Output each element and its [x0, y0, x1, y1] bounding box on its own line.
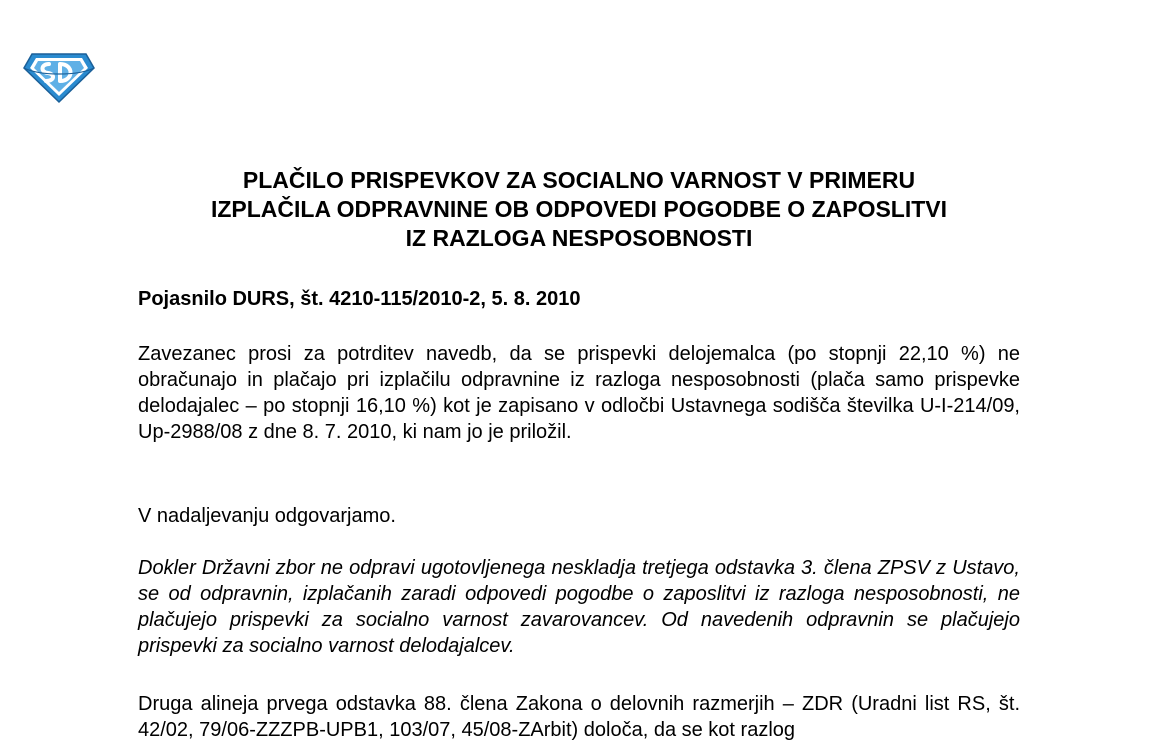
- title-line: PLAČILO PRISPEVKOV ZA SOCIALNO VARNOST V PRIMERU: [242, 167, 916, 193]
- document-title: [138, 166, 1020, 253]
- title-line: IZPLAČILA ODPRAVNINE OB ODPOVEDI POGODBE O ZAPOSLITVI: [210, 196, 948, 222]
- paragraph: V nadaljevanju odgovarjamo.: [138, 505, 396, 527]
- sd-logo-icon: [22, 50, 96, 104]
- document-reference: Pojasnilo DURS, št. 4210-115/2010-2, 5. 8. 2010: [138, 288, 581, 310]
- paragraph-italic: Dokler Državni zbor ne odpravi ugotovljenega neskladja tretjega odstavka 3. člena ZPSV z Ustavo, se od odpravnin, izplačanih zaradi odpovedi pogodbe o zaposlitvi iz razloga nesposobnosti, ne plačujejo prispevki za socialno varnost zavarovancev. Od navedenih odpravnin se plačujejo prispevki za socialno varnost delodajalcev.: [138, 557, 1020, 657]
- paragraph: Druga alineja prvega odstavka 88. člena Zakona o delovnih razmerjih – ZDR (Uradni list RS, št. 42/02, 79/06-ZZZPB-UPB1, 103/07, 45/08-ZArbit) določa, da se kot razlog: [138, 693, 1020, 741]
- paragraph: Zavezanec prosi za potrditev navedb, da se prispevki delojemalca (po stopnji 22,10 %) ne obračunajo in plačajo pri izplačilu odpravnine iz razloga nesposobnosti (plača samo prispevke delodajalec – po stopnji 16,10 %) kot je zapisano v odločbi Ustavnega sodišča številka U-I-214/09, Up-2988/08 z dne 8. 7. 2010, ki nam jo je priložil.: [138, 343, 1020, 443]
- title-line: IZ RAZLOGA NESPOSOBNOSTI: [405, 225, 753, 251]
